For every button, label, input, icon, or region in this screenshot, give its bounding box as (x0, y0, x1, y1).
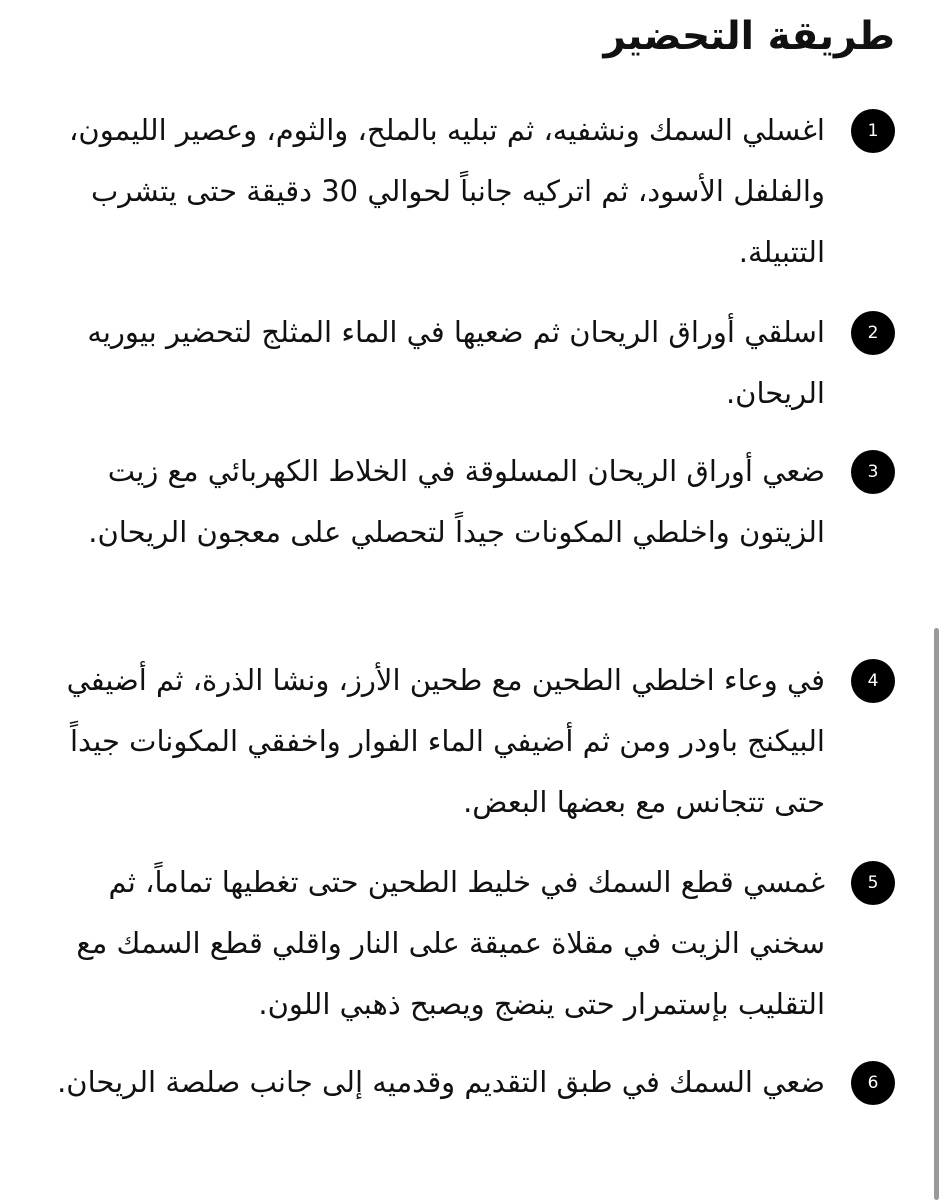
step-text: في وعاء اخلطي الطحين مع طحين الأرز، ونشا الذرة، ثم أضيفي البيكنج باودر ومن ثم أضيفي الماء الفوار واخفقي المكونات جيداً حتى تتجانس مع بعضها البعض. (66, 663, 825, 819)
step-number-badge: 5 (851, 861, 895, 905)
step-number-badge: 2 (851, 311, 895, 355)
step-number-badge: 4 (851, 659, 895, 703)
page-title: طريقة التحضير (603, 14, 895, 59)
step-number-badge: 6 (851, 1061, 895, 1105)
step-number-badge: 3 (851, 450, 895, 494)
step-text: ضعي السمك في طبق التقديم وقدميه إلى جانب صلصة الريحان. (57, 1065, 825, 1099)
step-text: ضعي أوراق الريحان المسلوقة في الخلاط الكهربائي مع زيت الزيتون واخلطي المكونات جيداً لتحصلي على معجون الريحان. (88, 454, 825, 549)
step-text: اسلقي أوراق الريحان ثم ضعيها في الماء المثلج لتحضير بيوريه الريحان. (87, 315, 825, 410)
scrollbar[interactable] (934, 628, 939, 1200)
step-text: اغسلي السمك ونشفيه، ثم تبليه بالملح، والثوم، وعصير الليمون، والفلفل الأسود، ثم اتركيه جانباً لحوالي 30 دقيقة حتى يتشرب التتبيلة. (69, 113, 825, 269)
step-text: غمسي قطع السمك في خليط الطحين حتى تغطيها تماماً، ثم سخني الزيت في مقلاة عميقة على النار واقلي قطع السمك مع التقليب بإستمرار حتى ينضج ويصبح ذهبي اللون. (76, 865, 825, 1021)
step-number-badge: 1 (851, 109, 895, 153)
